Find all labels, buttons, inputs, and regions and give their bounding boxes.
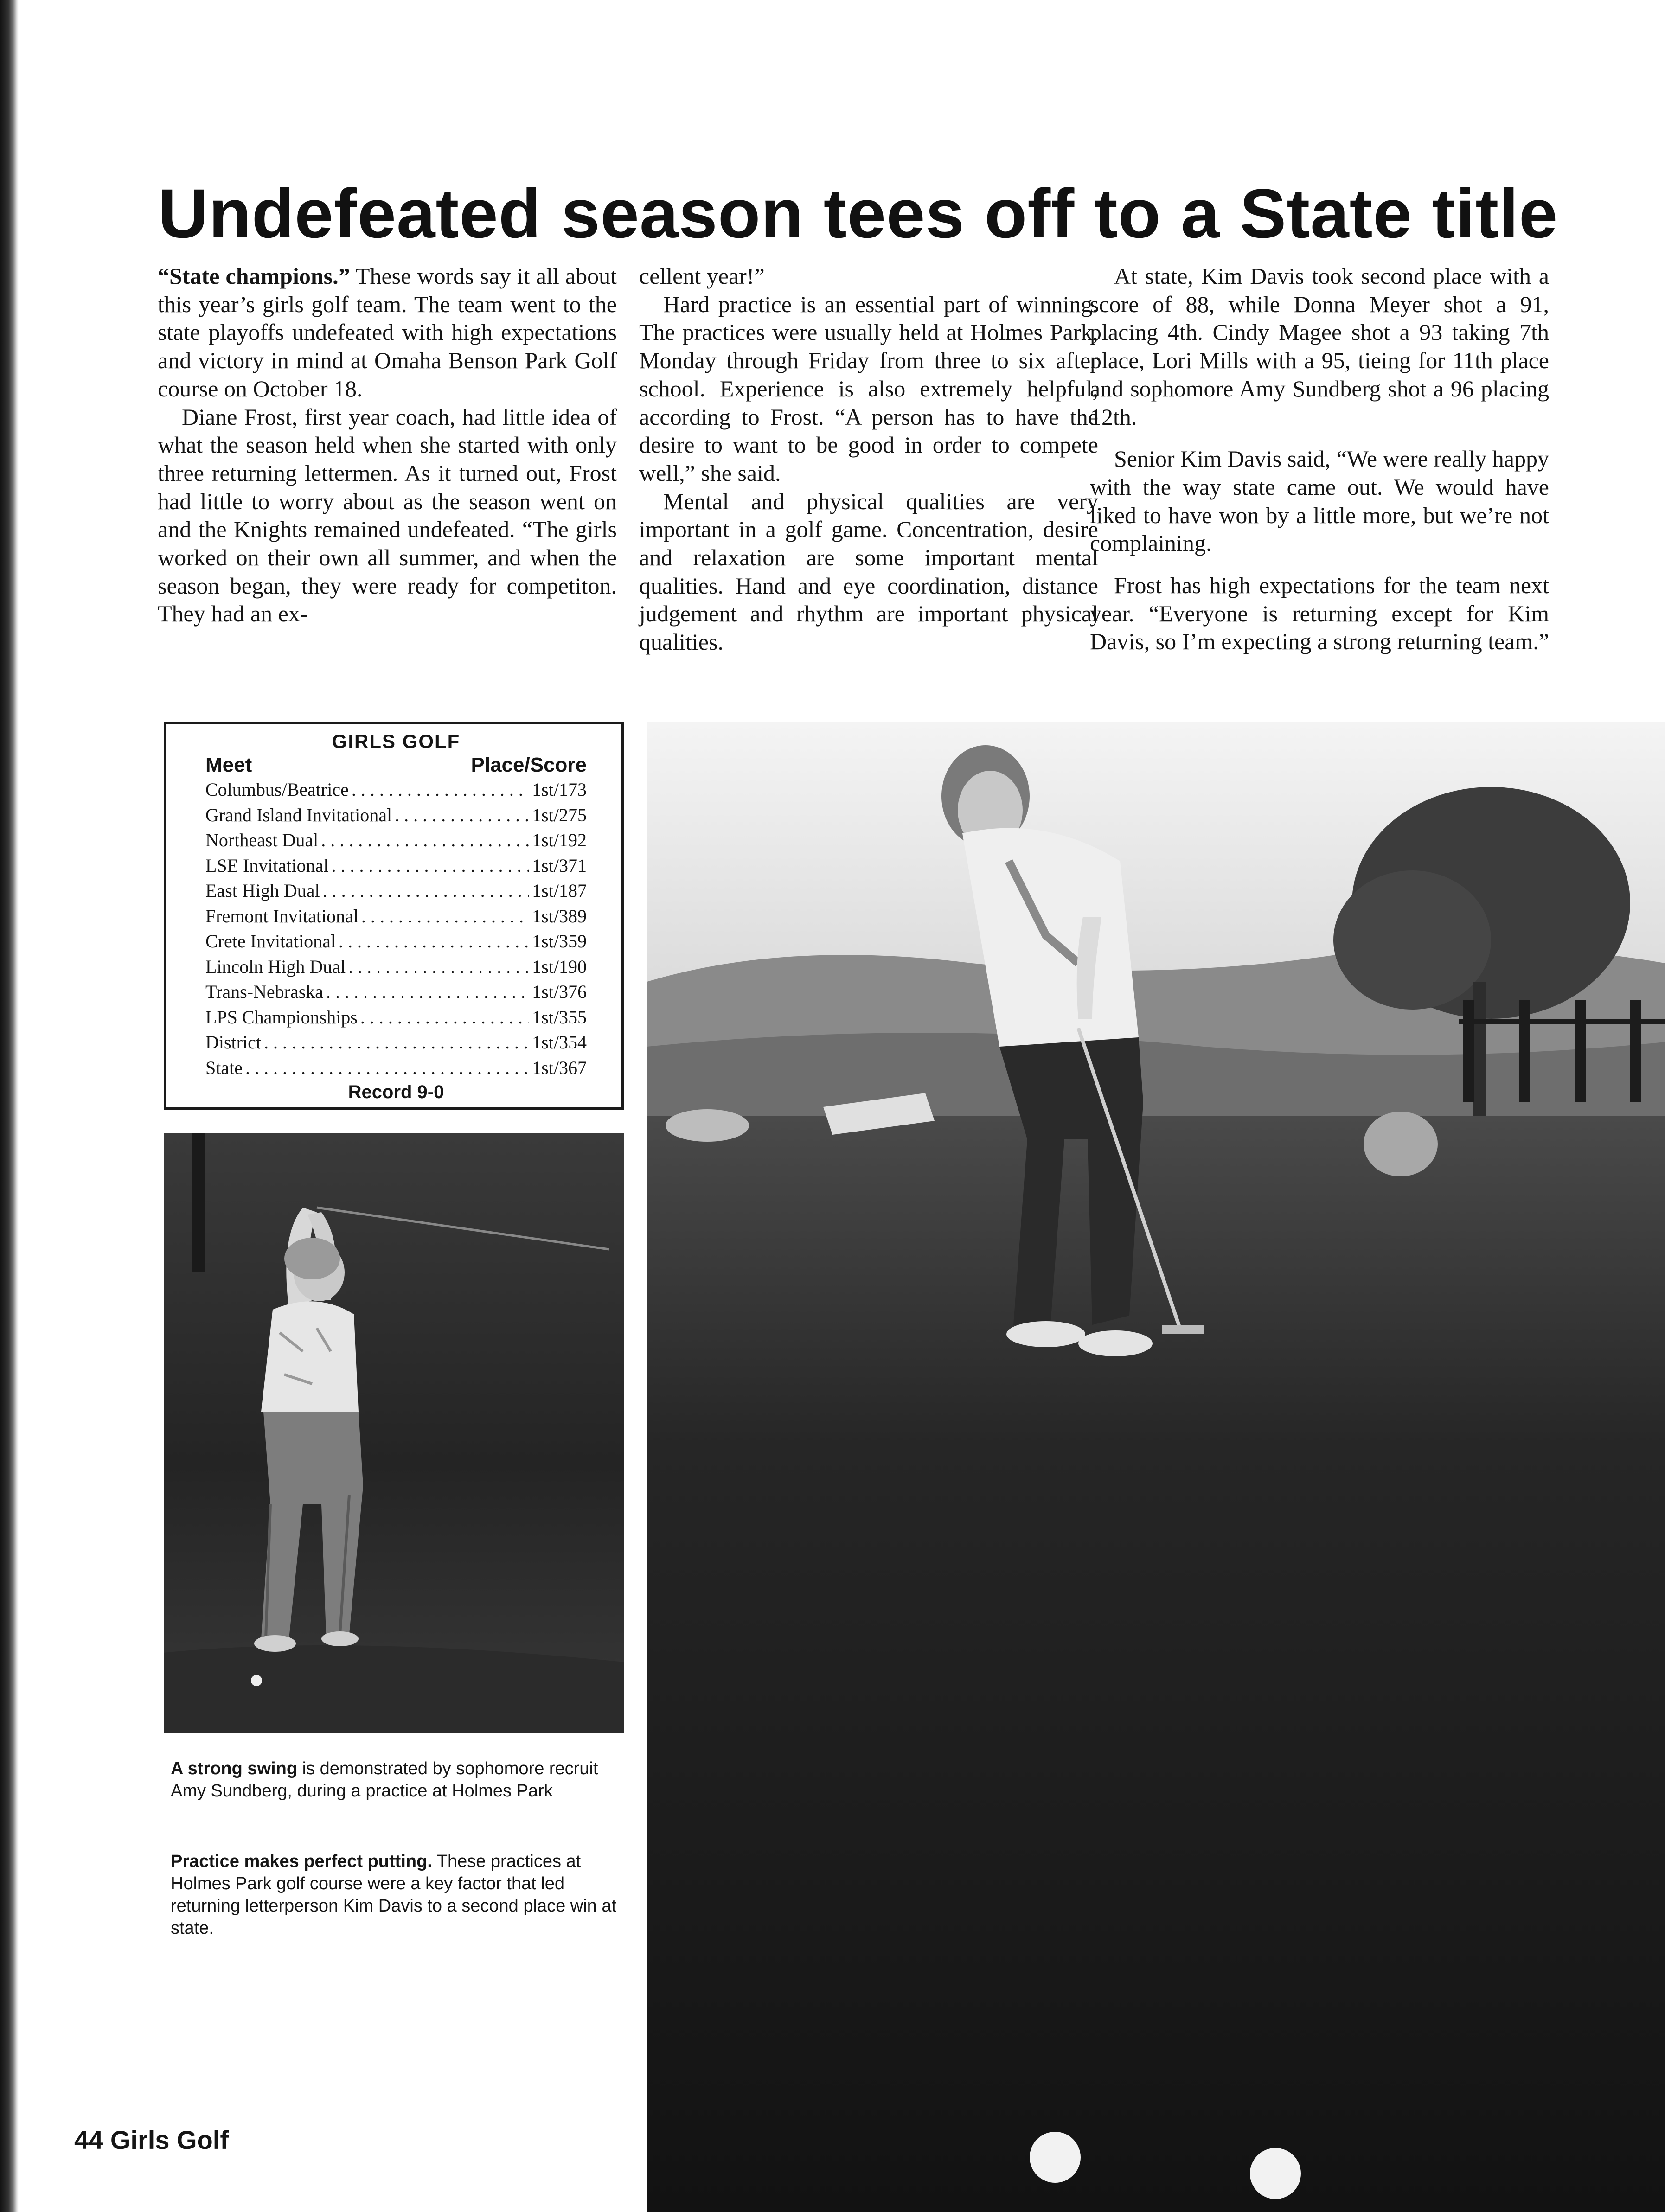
meet-result: 1st/354	[532, 1032, 587, 1053]
scoreboard-box	[164, 722, 624, 1110]
scoreboard-row	[205, 878, 587, 904]
article-paragraph	[158, 262, 617, 403]
meet-name: LSE Invitational	[205, 855, 329, 876]
scoreboard-row	[205, 1055, 587, 1081]
meet-result: 1st/275	[532, 804, 587, 825]
article-paragraph: Mental and physical qualities are very important in a golf game. Concentration, desire and relaxation are some important mental qualities. Hand and eye coordination, distance judgement and rhythm are important physical qualities.	[639, 488, 1098, 655]
leader-dots	[339, 929, 529, 954]
swing-photo-art	[164, 1133, 624, 1733]
caption-lead: Practice makes perfect putting.	[171, 1852, 432, 1871]
meet-name: Grand Island Invitational	[205, 804, 392, 825]
meet-result: 1st/359	[532, 931, 587, 952]
meet-name: Lincoln High Dual	[205, 956, 346, 977]
article-lead-in: “State champions.”	[158, 263, 350, 289]
scoreboard-col-result: Place/Score	[471, 754, 587, 776]
leader-dots	[395, 803, 529, 828]
leader-dots	[326, 979, 529, 1005]
caption-text: These practices at Holmes Park golf course were a key factor that led returning letterperson Kim Davis to a second place win at state.	[171, 1852, 617, 1938]
scoreboard-col-meet: Meet	[205, 754, 252, 776]
article-text: These words say it all about this year’s girls golf team. The team went to the state playoffs undefeated with high expectations and victory in mind at Omaha Benson Park Golf course on October 18.	[158, 263, 617, 402]
leader-dots	[352, 777, 529, 803]
meet-result: 1st/192	[532, 830, 587, 850]
article-paragraph: Frost has high expectations for the team next year. “Everyone is returning except for Kim Davis, so I’m expecting a strong returning team.”	[1090, 572, 1549, 655]
binding-edge	[0, 0, 19, 2212]
meet-result: 1st/367	[532, 1057, 587, 1078]
scoreboard-row	[205, 853, 587, 879]
meet-result: 1st/371	[532, 855, 587, 876]
caption-putting	[171, 1850, 625, 1939]
scoreboard-row	[205, 904, 587, 929]
scoreboard-row	[205, 803, 587, 828]
leader-dots	[360, 1005, 529, 1030]
scoreboard-row	[205, 929, 587, 954]
caption-swing	[171, 1758, 625, 1802]
scoreboard-row	[205, 828, 587, 853]
page-folio: 44 Girls Golf	[74, 2125, 229, 2154]
meet-result: 1st/187	[532, 880, 587, 901]
meet-result: 1st/355	[532, 1006, 587, 1028]
meet-name: District	[205, 1032, 261, 1053]
scoreboard-row	[205, 954, 587, 980]
scoreboard-header	[205, 753, 587, 777]
leader-dots	[245, 1055, 529, 1081]
season-record: Record 9-0	[348, 1082, 444, 1102]
leader-dots	[348, 954, 529, 980]
putting-photo-art	[647, 722, 1665, 2212]
article-paragraph: cellent year!”	[639, 263, 765, 289]
putting-photo	[647, 722, 1665, 2212]
leader-dots	[361, 904, 529, 929]
scoreboard-title: GIRLS GOLF	[332, 730, 461, 752]
caption-lead: A strong swing	[171, 1759, 298, 1778]
scoreboard-row	[205, 979, 587, 1005]
meet-result: 1st/376	[532, 981, 587, 1002]
leader-dots	[321, 828, 529, 853]
meet-name: State	[205, 1057, 243, 1078]
article-column-1	[158, 262, 617, 628]
article-column-2	[639, 262, 1098, 656]
meet-result: 1st/389	[532, 905, 587, 927]
meet-name: Crete Invitational	[205, 931, 336, 952]
meet-name: Trans-Nebraska	[205, 981, 324, 1002]
scoreboard-row	[205, 1005, 587, 1030]
scoreboard-row	[205, 1030, 587, 1055]
scoreboard-rows	[205, 777, 587, 1080]
meet-result: 1st/173	[532, 779, 587, 800]
leader-dots	[264, 1030, 529, 1055]
leader-dots	[332, 853, 530, 879]
article-paragraph: Diane Frost, first year coach, had little idea of what the season held when she started with only three returning lettermen. As it turned out, Frost had little to worry about as the season went on and the Knights remained undefeated. “The girls worked on their own all summer, and when the season began, they were ready for competiton. They had an ex-	[158, 403, 617, 627]
article-column-3	[1090, 262, 1549, 656]
leader-dots	[323, 878, 530, 904]
scoreboard-row	[205, 777, 587, 803]
meet-name: East High Dual	[205, 880, 320, 901]
article-paragraph: At state, Kim Davis took second place with a score of 88, while Donna Meyer shot a 91, placing 4th. Cindy Magee shot a 93 taking 7th place, Lori Mills with a 95, tieing for 11th place and sophomore Amy Sundberg shot a 96 placing 12th.	[1090, 263, 1549, 430]
meet-name: LPS Championships	[205, 1006, 358, 1028]
meet-name: Fremont Invitational	[205, 905, 359, 927]
swing-photo	[164, 1133, 624, 1733]
caption-text: is demonstrated by sophomore recruit Amy Sundberg, during a practice at Holmes Park	[171, 1759, 598, 1801]
meet-name: Columbus/Beatrice	[205, 779, 349, 800]
article-paragraph: Senior Kim Davis said, “We were really happy with the way state came out. We would have liked to have won by a little more, but we’re not complaining.	[1090, 446, 1549, 556]
meet-result: 1st/190	[532, 956, 587, 977]
meet-name: Northeast Dual	[205, 830, 319, 850]
page-headline: Undefeated season tees off to a State title	[158, 174, 1558, 252]
article-paragraph: Hard practice is an essential part of winning. The practices were usually held at Holmes Park, Monday through Friday from three to six after school. Experience is also extremely helpful, according to Frost. “A person has to have the desire to want to be good in order to compete well,” she said.	[639, 291, 1098, 486]
